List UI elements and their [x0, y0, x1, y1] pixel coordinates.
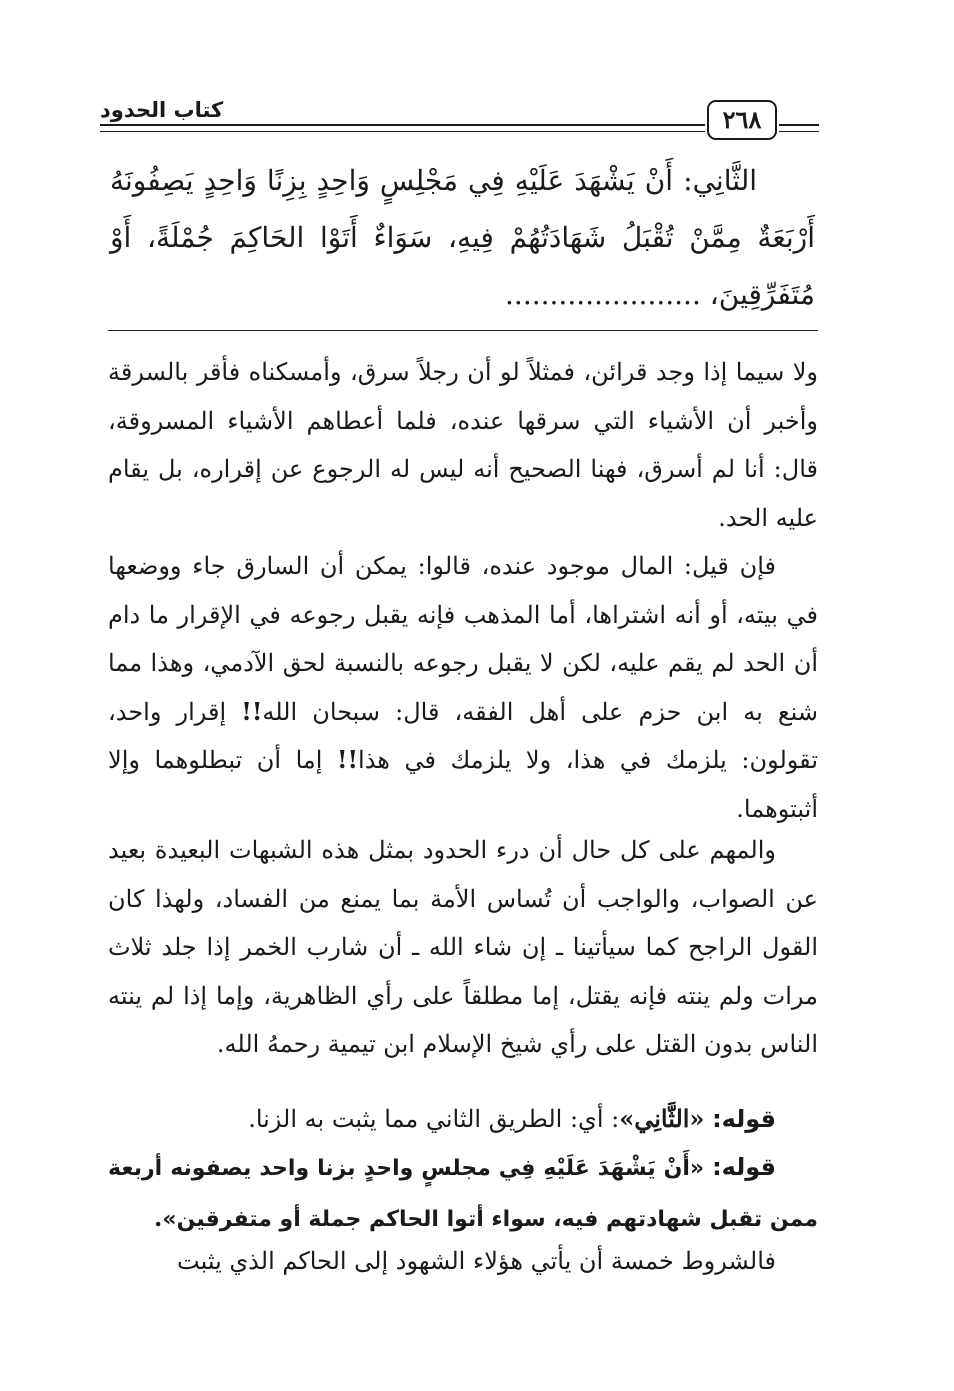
- quote-explanation: : أي: الطريق الثاني مما يثبت به الزنا.: [248, 1105, 620, 1133]
- matn-body: الثَّانِي: أَنْ يَشْهَدَ عَلَيْهِ فِي مَجْلِسٍ وَاحِدٍ بِزِنًا وَاحِدٍ يَصِفُونَهُ أَرْبَعَةٌ مِمَّنْ تُقْبَلُ شَهَادَتُهُمْ فِيهِ، سَوَاءٌ أَتَوْا الحَاكِمَ جُمْلَةً، أَوْ مُتَفَرِّقِينَ،: [110, 164, 815, 311]
- commentary-paragraph-4: فالشروط خمسة أن يأتي هؤلاء الشهود إلى الحاكم الذي يثبت: [177, 1247, 776, 1275]
- quoted-matn: «أَنْ يَشْهَدَ عَلَيْهِ فِي مجلسٍ واحدٍ بزنا واحد يصفونه أربعة ممن تقبل شهادتهم فيه، سواء أتوا الحاكم جملة أو متفرقين»: [108, 1156, 818, 1232]
- commentary-paragraph-2: [108, 542, 818, 833]
- quote-end: .: [154, 1202, 163, 1232]
- matn-ellipsis: ......................: [505, 278, 701, 311]
- qawluhu-label: قوله:: [712, 1105, 776, 1133]
- header-rule-left: [100, 124, 705, 126]
- commentary-paragraph-1: ولا سيما إذا وجد قرائن، فمثلاً لو أن رجلاً سرق، وأمسكناه فأقر بالسرقة وأخبر أن الأشياء التي سرقها عنده، فلما أعطاهم الأشياء المسروقة، قال: أنا لم أسرق، فهنا الصحيح أنه ليس له الرجوع عن إقراره، بل يقام عليه الحد.: [108, 358, 819, 532]
- paragraph-2-part-c: إما أن تبطلوهما وإلا أثبتوهما.: [108, 746, 818, 823]
- exclamation-2: !!: [336, 745, 359, 774]
- quoted-term: «الثَّانِي»: [619, 1104, 705, 1133]
- header-rule-right: [779, 124, 819, 126]
- header-rule-left-2: [100, 131, 705, 132]
- paragraph-2-part-a: فإن قيل: المال موجود عنده، قالوا: يمكن أن السارق جاء ووضعها في بيته، أو أنه اشتراها، أما المذهب فإنه يقبل رجوعه في الإقرار ما دام أن الحد لم يقم عليه، لكن لا يقبل رجوعه بالنسبة لحق الآدمي، وهذا مما شنع به ابن حزم على أهل الفقه، قال: سبحان الله: [108, 552, 818, 726]
- qawluhu-label-2: قوله:: [712, 1153, 777, 1181]
- matn-text: [110, 152, 815, 323]
- exclamation-1: !!: [241, 696, 263, 726]
- quote-line-1: [108, 1095, 818, 1144]
- page-number: ٢٦٨: [707, 100, 777, 140]
- book-title: كتاب الحدود: [100, 98, 224, 122]
- quote-line-2: [108, 1143, 818, 1244]
- matn-separator-line: [108, 330, 818, 331]
- header-rule-right-2: [779, 131, 819, 132]
- commentary-paragraph-3: والمهم على كل حال أن درء الحدود بمثل هذه الشبهات البعيدة بعيد عن الصواب، والواجب أن تُساس الأمة بما يمنع من الفساد، ولهذا كان القول الراجح كما سيأتينا ـ إن شاء الله ـ أن شارب الخمر إذا جلد ثلاث مرات ولم ينته فإنه يقتل، إما مطلقاً على رأي الظاهرية، وإما إذا لم ينته الناس بدون القتل على رأي شيخ الإسلام ابن تيمية رحمهُ الله.: [108, 836, 819, 1058]
- paragraph-2-part-b: إقرار واحد، تقولون: يلزمك في هذا، ولا يلزمك في هذا: [108, 697, 819, 774]
- matn-paragraph: [110, 152, 815, 323]
